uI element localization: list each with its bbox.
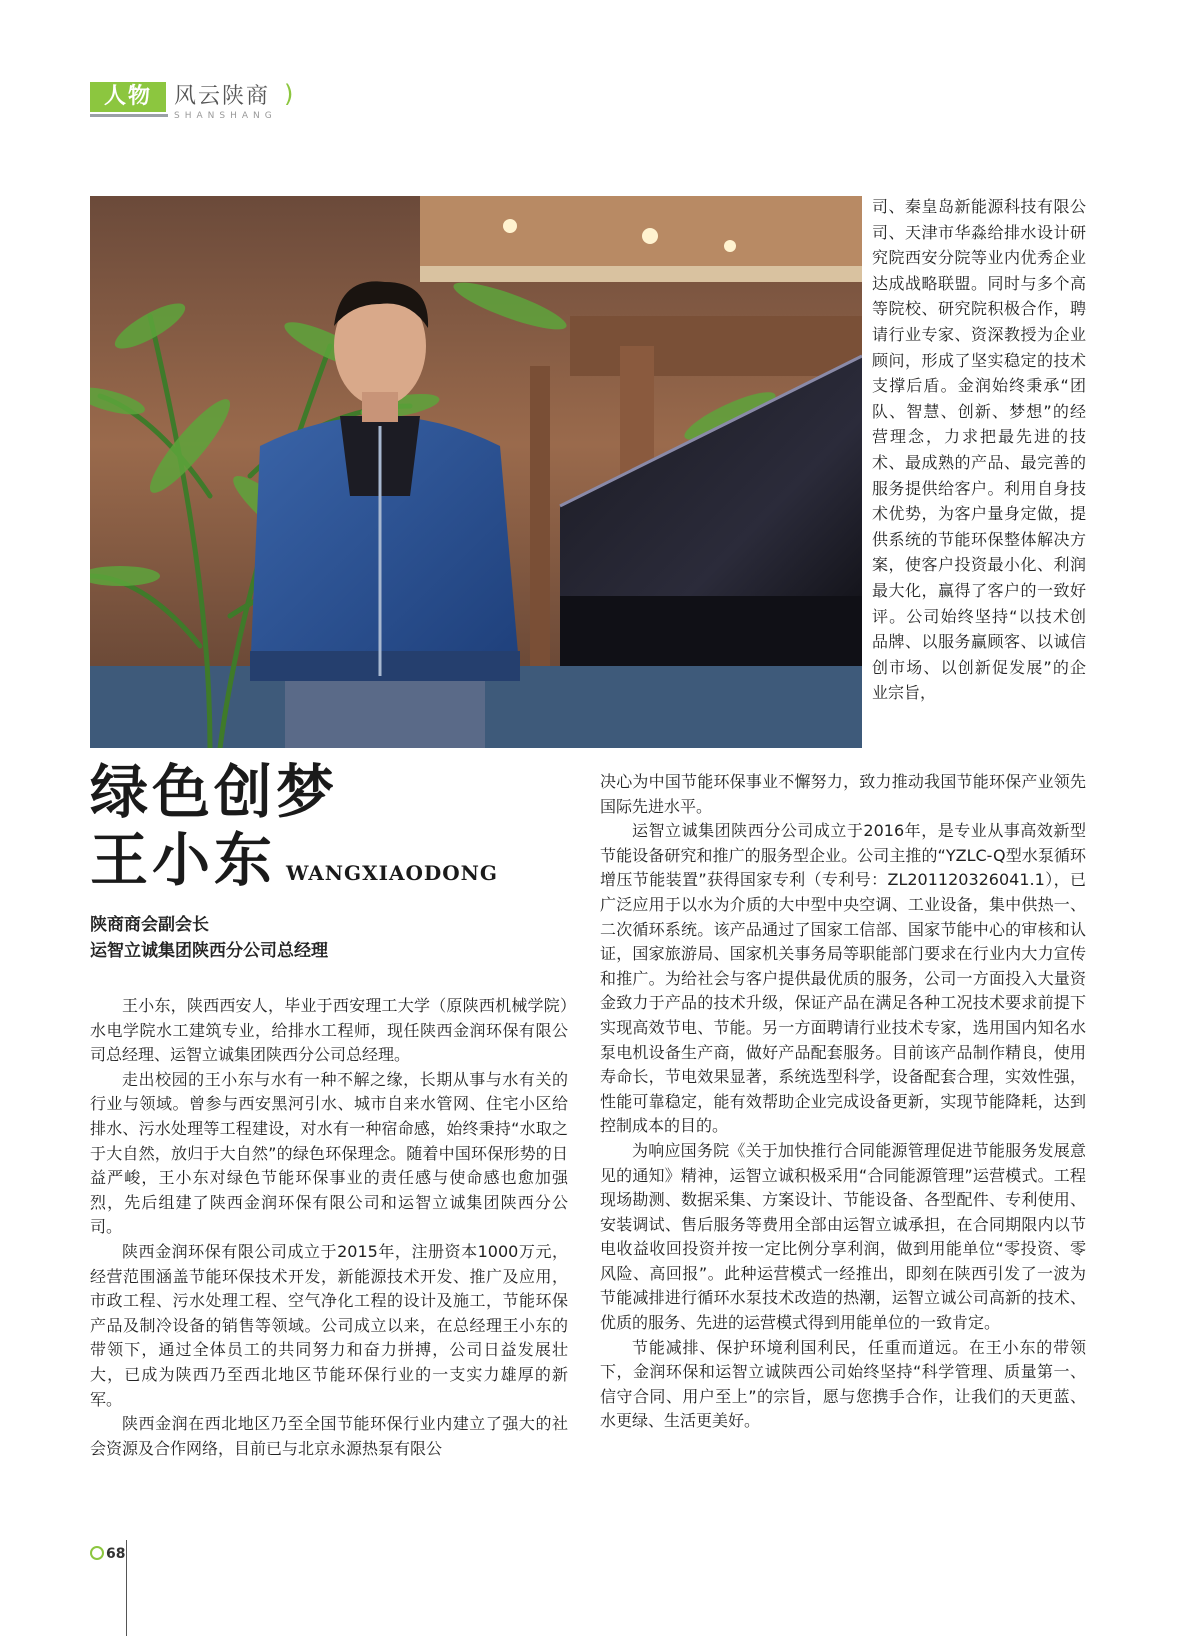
paragraph: 走出校园的王小东与水有一种不解之缘，长期从事与水有关的行业与领域。曾参与西安黑河引水、城市自来水管网、住宅小区给排水、污水处理等工程建设，对水有一种宿命感，始终秉持“水取之于大自然，放归于大自然”的绿色环保理念。随着中国环保形势的日益严峻，王小东对绿色节能环保事业的责任感与使命感也愈加强烈，先后组建了陕西金润环保有限公司和运智立诚集团陕西分公司。 bbox=[90, 1069, 568, 1237]
footer-divider bbox=[126, 1540, 127, 1636]
section-underline bbox=[90, 114, 168, 117]
title-line-2-wrapper bbox=[90, 826, 498, 907]
article-column-top-right bbox=[872, 194, 1086, 706]
paragraph: 运智立诚集团陕西分公司成立于2016年，是专业从事高效新型节能设备研究和推广的服务型企业。公司主推的“YZLC-Q型水泵循环增压节能装置”获得国家专利（专利号：ZL201120326041.1），已广泛应用于以水为介质的大中型中央空调、工业设备，集中供热一、二次循环系统。该产品通过了国家工信部、国家节能中心的审核和认证，国家旅游局、国家机关事务局等职能部门要求在行业内大力宣传和推广。为给社会与客户提供最优质的服务，公司一方面投入大量资金致力于产品的技术升级，保证产品在满足各种工况技术要求前提下实现高效节电、节能。另一方面聘请行业技术专家，选用国内知名水泵电机设备生产商，做好产品配套服务。目前该产品制作精良，使用寿命长，节电效果显著，系统选型科学，设备配套合理，实效性强，性能可靠稳定，能有效帮助企业完成设备更新，实现节能降耗，达到控制成本的目的。 bbox=[600, 821, 1086, 1136]
paragraph: 陕西金润环保有限公司成立于2015年，注册资本1000万元，经营范围涵盖节能环保技术开发，新能源技术开发、推广及应用，市政工程、污水处理工程、空气净化工程的设计及施工，节能环保产品及制冷设备的销售等领域。公司成立以来，在总经理王小东的带领下，通过全体员工的共同努力和奋力拼搏，公司日益发展壮大，已成为陕西乃至西北地区节能环保行业的一支实力雄厚的新军。 bbox=[90, 1241, 568, 1409]
title-english: WANGXIAODONG bbox=[286, 861, 499, 885]
article-column-right bbox=[600, 770, 1086, 1434]
subtitle-1: 陕商商会副会长 bbox=[90, 915, 209, 935]
section-pinyin: SHANSHANG bbox=[174, 111, 277, 121]
section-title: 风云陕商 bbox=[174, 84, 271, 109]
paragraph: 王小东，陕西西安人，毕业于西安理工大学（原陕西机械学院）水电学院水工建筑专业，给排水工程师，现任陕西金润环保有限公司总经理、运智立诚集团陕西分公司总经理。 bbox=[90, 996, 568, 1065]
page-number: 68 bbox=[106, 1546, 126, 1562]
paragraph: 节能减排、保护环境利国利民，任重而道远。在王小东的带领下，金润环保和运智立诚陕西公司始终坚持“科学管理、质量第一、信守合同、用户至上”的宗旨，愿与您携手合作，让我们的天更蓝、水更绿、生活更美好。 bbox=[600, 1337, 1086, 1431]
subtitle-2: 运智立诚集团陕西分公司总经理 bbox=[90, 941, 328, 961]
person-titles bbox=[90, 912, 328, 964]
paragraph: 陕西金润在西北地区乃至全国节能环保行业内建立了强大的社会资源及合作网络，目前已与北京永源热泵有限公 bbox=[90, 1414, 568, 1458]
section-tag: 人物 bbox=[90, 82, 166, 112]
title-line-1: 绿色创梦 bbox=[90, 758, 339, 826]
paragraph-continued: 司、秦皇岛新能源科技有限公司、天津市华淼给排水设计研究院西安分院等业内优秀企业达成战略联盟。同时与多个高等院校、研究院积极合作，聘请行业专家、资深教授为企业顾问，形成了坚实稳定的技术支撑后盾。金润始终秉承“团队、智慧、创新、梦想”的经营理念，力求把最先进的技术、最成熟的产品、最完善的服务提供给客户。利用自身技术优势，为客户量身定做，提供系统的节能环保整体解决方案，使客户投资最小化、利润最大化，赢得了客户的一致好评。公司始终坚持“以技术创品牌、以服务赢顾客、以诚信创市场、以创新促发展”的企业宗旨， bbox=[872, 197, 1086, 703]
section-header bbox=[90, 78, 300, 122]
section-bracket-icon: ) bbox=[284, 80, 294, 108]
paragraph: 为响应国务院《关于加快推行合同能源管理促进节能服务发展意见的通知》精神，运智立诚积极采用“合同能源管理”运营模式。工程现场勘测、数据采集、方案设计、节能设备、各型配件、专利使用、安装调试、售后服务等费用全部由运智立诚承担，在合同期限内以节电收益收回投资并按一定比例分享利润，做到用能单位“零投资、零风险、高回报”。此种运营模式一经推出，即刻在陕西引发了一波为节能减排进行循环水泵技术改造的热潮，运智立诚公司高新的技术、优质的服务、先进的运营模式得到用能单位的一致肯定。 bbox=[600, 1140, 1086, 1333]
article-title bbox=[90, 758, 498, 907]
paragraph-continued: 决心为中国节能环保事业不懈努力，致力推动我国节能环保产业领先国际先进水平。 bbox=[600, 772, 1086, 816]
page-number-icon bbox=[90, 1546, 104, 1560]
title-line-2: 王小东 bbox=[90, 826, 277, 894]
article-column-left bbox=[90, 994, 568, 1461]
portrait-photo bbox=[90, 196, 862, 748]
